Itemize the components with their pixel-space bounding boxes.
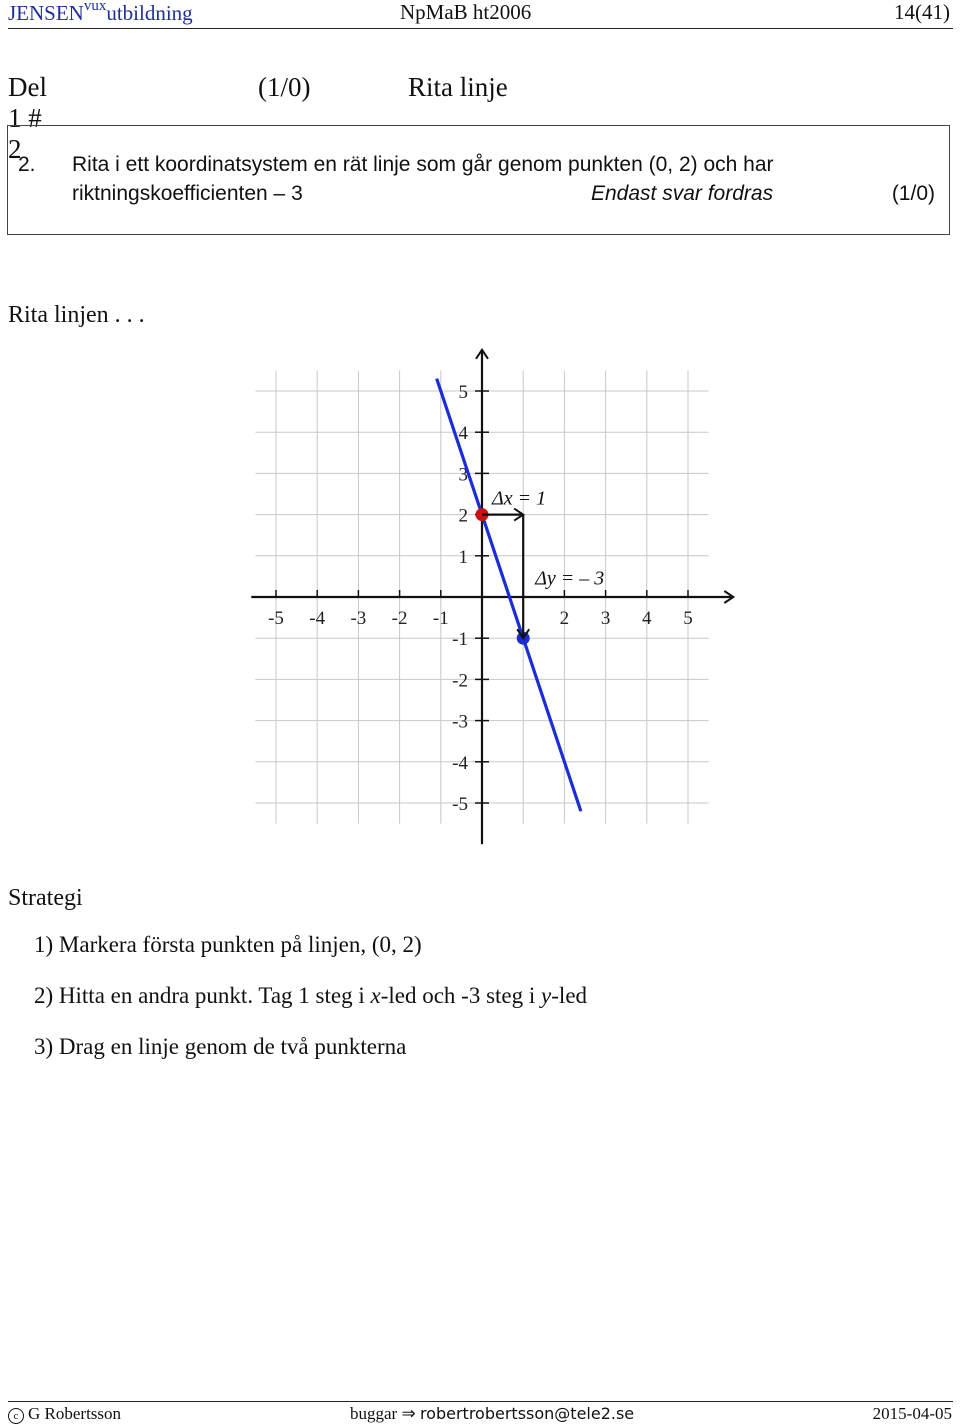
x-tick-label: -5 xyxy=(268,608,284,629)
x-tick-label: 5 xyxy=(683,608,693,629)
problem-number: 2. xyxy=(18,153,36,176)
delta-x-label: Δx = 1 xyxy=(492,487,547,510)
footer-divider xyxy=(8,1401,953,1402)
strategy-step-2: 2) Hitta en andra punkt. Tag 1 steg i x-led och -3 steg i y-led xyxy=(34,983,588,1008)
x-tick-label: 4 xyxy=(642,608,652,629)
coordinate-graph xyxy=(230,340,740,850)
delta-annotations xyxy=(482,488,604,639)
x-tick-label: -1 xyxy=(432,608,449,629)
answer-note: Endast svar fordras xyxy=(591,182,774,205)
copyright-icon: c xyxy=(8,1408,24,1424)
x-tick-label: -3 xyxy=(350,608,367,629)
y-tick-label: -3 xyxy=(452,711,468,733)
y-tick-label: 3 xyxy=(458,464,468,486)
strategy-step-3: 3) Drag en linje genom de två punkterna xyxy=(34,1034,407,1059)
x-tick-label: 2 xyxy=(559,608,570,629)
footer-date: 2015-04-05 xyxy=(872,1404,952,1423)
course-code: NpMaB ht2006 xyxy=(400,0,532,24)
problem-box xyxy=(7,125,950,235)
footer-author: c G Robertsson xyxy=(8,1404,121,1424)
footer-bug-report: buggar ⇒ robertrobertsson@tele2.se xyxy=(350,1404,635,1423)
header-divider xyxy=(8,28,953,29)
footer-email-link[interactable]: robertrobertsson@tele2.se xyxy=(419,1404,635,1423)
task-label: Rita linjen . . . xyxy=(8,302,145,328)
strategy-title: Strategi xyxy=(8,885,83,911)
series-line xyxy=(437,379,581,812)
problem-score: (1/0) xyxy=(891,182,935,205)
line-series xyxy=(437,379,581,812)
x-tick-label: -2 xyxy=(391,608,408,629)
problem-text-line1: Rita i ett koordinatsystem en rät linje som går genom punkten (0, 2) och har xyxy=(72,153,774,176)
page-header xyxy=(0,0,960,30)
y-tick-label: -1 xyxy=(452,629,468,651)
y-tick-label: 4 xyxy=(458,423,468,445)
y-tick-label: -4 xyxy=(452,752,468,774)
y-tick-label: 1 xyxy=(458,546,468,568)
section-number: Del 1 # 2 xyxy=(8,72,47,164)
tick-labels xyxy=(268,382,693,815)
y-tick-label: -2 xyxy=(452,670,468,692)
delta-y-label: Δy = – 3 xyxy=(535,567,605,590)
x-tick-label: 3 xyxy=(600,608,611,629)
strategy-step-1: 1) Markera första punkten på linjen, (0, 2) xyxy=(34,932,422,957)
x-tick-label: -4 xyxy=(309,608,326,629)
problem-text-line2: riktningskoefficienten – 3 xyxy=(72,182,303,205)
y-tick-label: 2 xyxy=(458,505,468,527)
axes xyxy=(251,350,733,844)
section-name: Rita linje xyxy=(408,72,508,102)
y-tick-label: -5 xyxy=(452,794,468,815)
page-number: 14(41) xyxy=(894,0,950,24)
brand-logo: $JENSEN^{vux}utbildning$ xyxy=(8,0,193,25)
section-score: (1/0) xyxy=(258,72,311,102)
y-tick-label: 5 xyxy=(458,382,468,403)
